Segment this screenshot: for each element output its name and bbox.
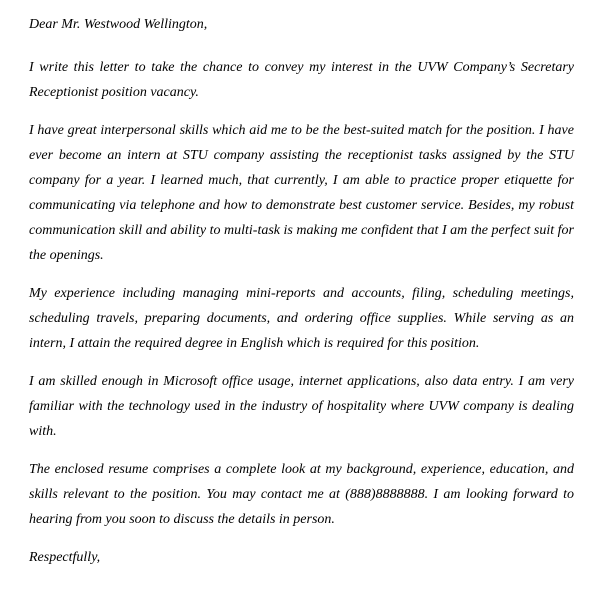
letter-paragraph-experience: My experience including managing mini-reports and accounts, filing, scheduling meetings, scheduling travels, preparing documents, and ordering office supplies. While serving as an intern, I attain the required degree in English which is required for this position.: [29, 286, 574, 351]
letter-paragraph-skills: I have great interpersonal skills which aid me to be the best-suited match for the position. I have ever become an intern at STU company assisting the receptionist tasks assigned by the STU company for a year. I learned much, that currently, I am able to practice proper etiquette for communicating via telephone and how to demonstrate best customer service. Besides, my robust communication skill and ability to multi-task is making me confident that I am the perfect suit for the openings.: [29, 123, 574, 263]
letter-greeting: Dear Mr. Westwood Wellington,: [29, 17, 208, 32]
letter-paragraph-technical: I am skilled enough in Microsoft office usage, internet applications, also data entry. I am very familiar with the technology used in the industry of hospitality where UVW company is dealing with.: [29, 374, 574, 439]
letter-paragraph-conclusion: The enclosed resume comprises a complete look at my background, experience, education, and skills relevant to the position. You may contact me at (888)8888888. I am looking forward to hearing from you soon to discuss the details in person.: [29, 462, 574, 527]
letter-paragraph-intro: I write this letter to take the chance to convey my interest in the UVW Company’s Secretary Receptionist position vacancy.: [29, 60, 574, 100]
letter-closing: Respectfully,: [29, 550, 101, 565]
